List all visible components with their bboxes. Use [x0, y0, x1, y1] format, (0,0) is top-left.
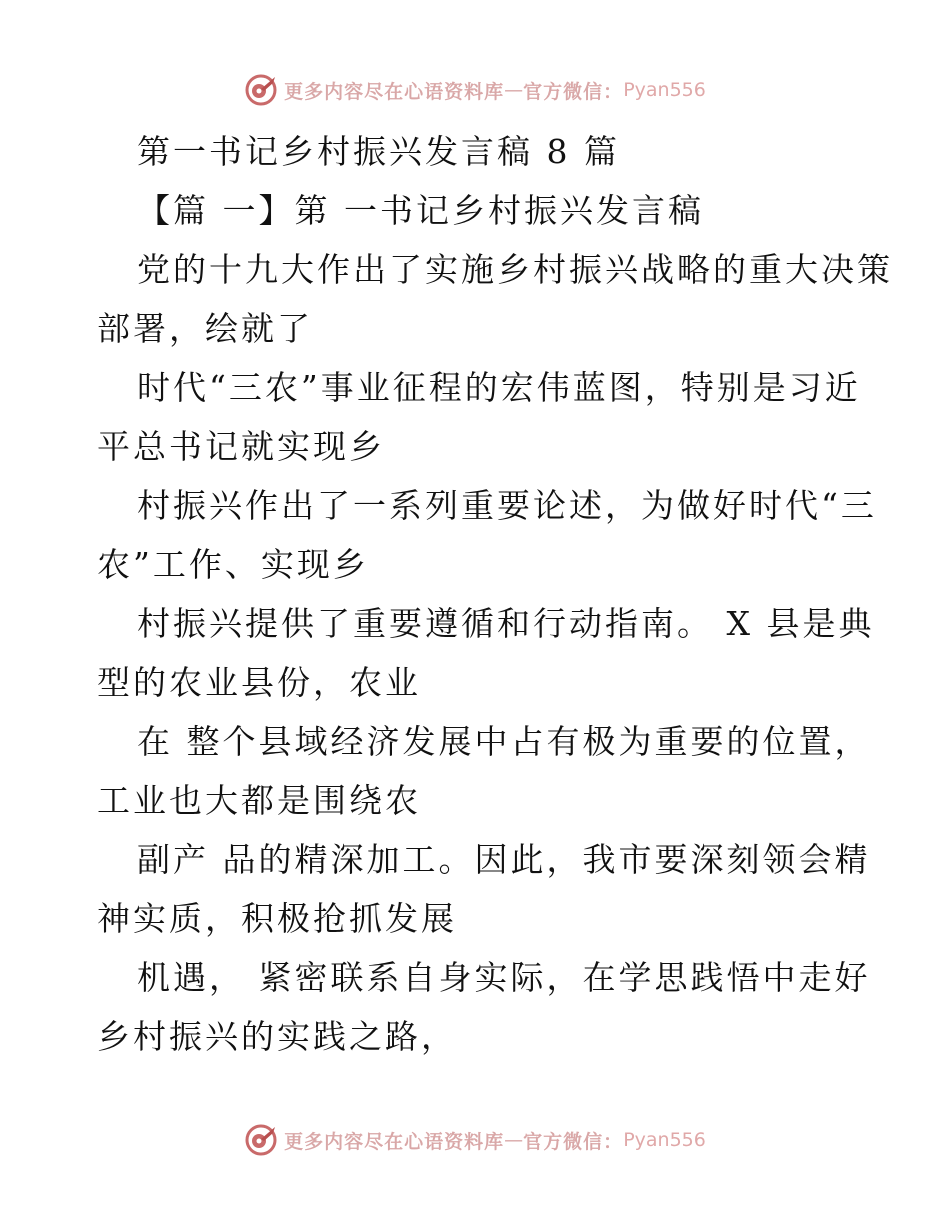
paragraph-line: 党的十九大作出了实施乡村振兴战略的重大决策: [137, 250, 893, 289]
paragraph-line: 乡村振兴的实践之路，: [97, 1017, 457, 1056]
paragraph-line: 时代“三农”事业征程的宏伟蓝图，特别是习近: [137, 368, 861, 407]
paragraph-line: 在 整个县域经济发展中占有极为重要的位置，: [137, 722, 871, 761]
paragraph-line: 平总书记就实现乡: [97, 427, 385, 466]
watermark-site-text: 更多内容尽在心语资料库: [284, 80, 505, 103]
watermark-separator: —: [504, 79, 524, 101]
watermark-wechat-id: Pyan556: [623, 79, 706, 101]
paragraph-line: 神实质，积极抢抓发展: [97, 899, 457, 938]
watermark-site-text: 更多内容尽在心语资料库: [284, 1130, 505, 1153]
footer-watermark: [0, 1120, 950, 1160]
section-heading: 【篇 一】第 一书记乡村振兴发言稿: [137, 191, 704, 230]
paragraph-line: 村振兴作出了一系列重要论述，为做好时代“三: [137, 486, 877, 525]
logo-icon: [244, 1123, 278, 1157]
watermark-wechat-label: 官方微信：: [523, 80, 624, 103]
watermark-wechat-id: Pyan556: [623, 1129, 706, 1151]
document-body: [97, 122, 893, 1066]
paragraph-line: 村振兴提供了重要遵循和行动指南。 X 县是典: [137, 604, 875, 643]
paragraph-line: 机遇， 紧密联系自身实际，在学思践悟中走好: [137, 958, 871, 997]
watermark-wechat-label: 官方微信：: [523, 1130, 624, 1153]
paragraph-line: 农”工作、实现乡: [97, 545, 369, 584]
paragraph-line: 型的农业县份，农业: [97, 663, 421, 702]
paragraph-line: 部署，绘就了: [97, 309, 313, 348]
logo-icon: [244, 73, 278, 107]
watermark-separator: —: [504, 1129, 524, 1151]
paragraph-line: 工业也大都是围绕农: [97, 781, 421, 820]
document-title: 第一书记乡村振兴发言稿 8 篇: [137, 132, 620, 171]
paragraph-line: 副产 品的精深加工。因此，我市要深刻领会精: [137, 840, 871, 879]
header-watermark: [0, 70, 950, 110]
